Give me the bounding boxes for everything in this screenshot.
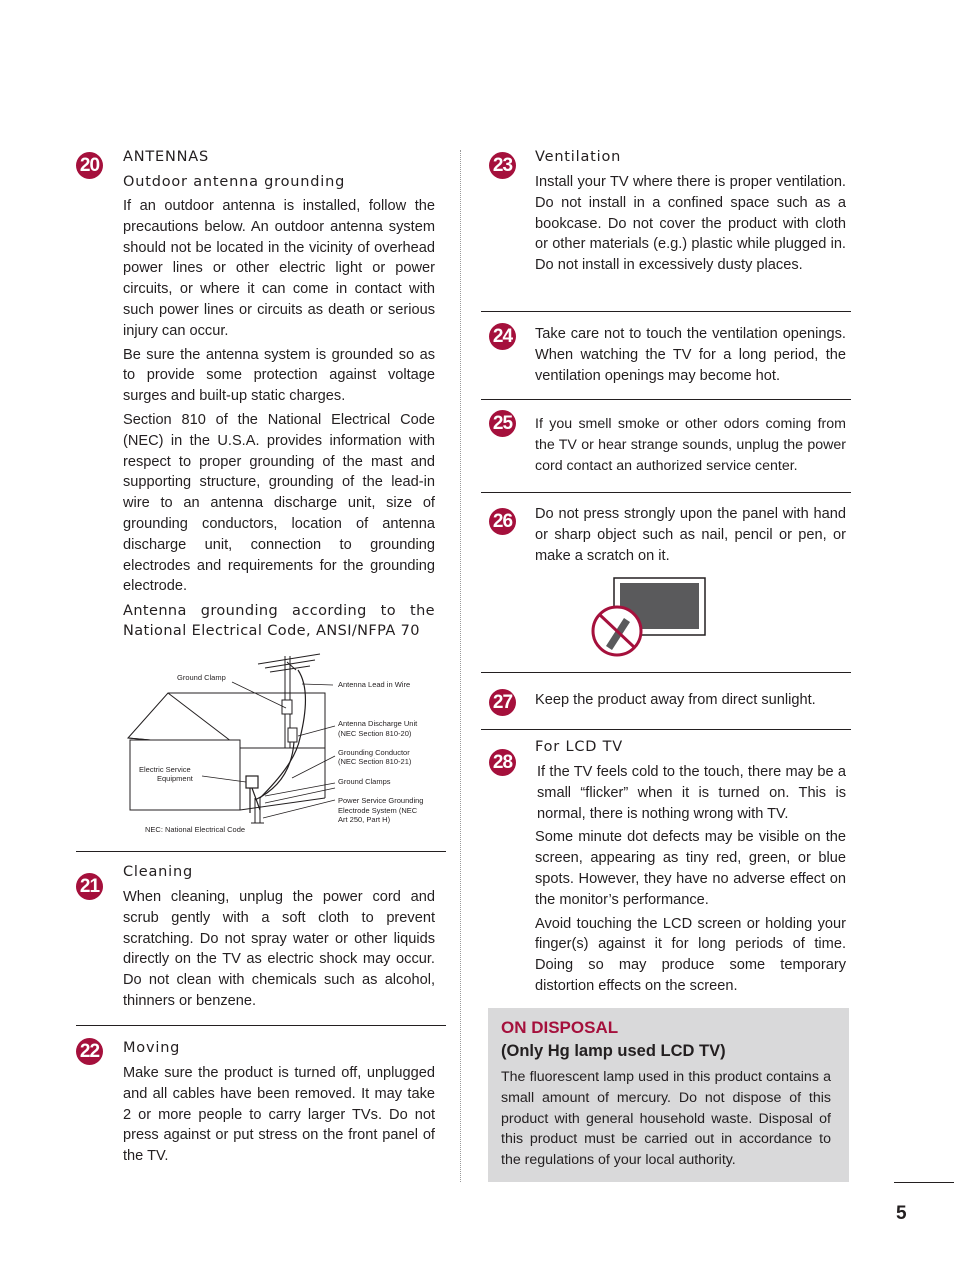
label-nec: NEC: National Electrical Code xyxy=(145,825,246,834)
lcd-tv-paragraph-3: Avoid touching the LCD screen or holding your finger(s) against it for long periods of time. Doing so may produce some temporary distortion effects on the screen. xyxy=(535,915,846,994)
antennas-paragraph-1: If an outdoor antenna is installed, follow the precautions below. An outdoor antenna system should not be located in the vicinity of overhead power lines or other electric light or power circuits, or where it can come in contact with such power lines or circuits as death or serious injury can occur. xyxy=(123,198,435,339)
ventilation-body: Install your TV where there is proper ventilation. Do not install in a confined space such as a bookcase. Do not cover the product with cloth or other materials (e.g.) plastic while plugged in. Do not install in excessively dusty places. xyxy=(535,174,846,274)
no-sharp-object-illustration xyxy=(588,574,710,658)
nec-heading-line-2: National Electrical Code, ANSI/NFPA 70 xyxy=(123,623,420,639)
column-divider xyxy=(460,150,461,1182)
label-antenna-lead: Antenna Lead in Wire xyxy=(338,680,411,689)
section-number-23: 23 xyxy=(489,152,516,179)
moving-body: Make sure the product is turned off, unplugged and all cables have been removed. It may take 2 or more people to carry larger TVs. Do not press against or put stress on the front panel of the TV. xyxy=(123,1065,435,1165)
label-grounding-conductor-2: (NEC Section 810-21) xyxy=(338,757,412,766)
page-number-rule xyxy=(894,1182,954,1183)
section-number-27: 27 xyxy=(489,689,516,716)
label-discharge-unit-2: (NEC Section 810-20) xyxy=(338,729,412,738)
section-number-25: 25 xyxy=(489,410,516,437)
cleaning-body: When cleaning, unplug the power cord and scrub gently with a soft cloth to prevent scratching. Do not spray water or other liquids directly on the TV as electric shock may occur. Do not clean with chemicals such as alcohol, thinners or benzene. xyxy=(123,889,435,1009)
section-number-26: 26 xyxy=(489,508,516,535)
label-power-service-1: Power Service Grounding xyxy=(338,796,424,805)
label-discharge-unit-1: Antenna Discharge Unit xyxy=(338,719,418,728)
antennas-body xyxy=(123,196,435,600)
label-power-service-3: Art 250, Part H) xyxy=(338,815,391,824)
rule-after-24 xyxy=(481,399,851,400)
label-power-service-2: Electrode System (NEC xyxy=(338,806,418,815)
ventilation-heat-body: Take care not to touch the ventilation openings. When watching the TV for a long period, the ventilation openings may become hot. xyxy=(535,326,846,384)
lcd-tv-paragraph-2: Some minute dot defects may be visible on the screen, appearing as tiny red, green, or blue spots. However, they have no adverse effect on the monitor’s performance. xyxy=(535,829,846,908)
rule-after-27 xyxy=(481,729,851,730)
section-title-antennas: ANTENNAS xyxy=(123,149,210,165)
section-title-moving: Moving xyxy=(123,1040,181,1056)
section-number-24: 24 xyxy=(489,323,516,350)
section-title-cleaning: Cleaning xyxy=(123,864,193,880)
smoke-body: If you smell smoke or other odors coming from the TV or hear strange sounds, unplug the power cord contact an authorized service center. xyxy=(535,416,846,474)
lcd-tv-paragraph-1: If the TV feels cold to the touch, there may be a small “flicker” when it is turned on. This is normal, there is nothing wrong with TV. xyxy=(537,764,846,822)
disposal-title: ON DISPOSAL xyxy=(501,1018,619,1037)
disposal-subtitle: (Only Hg lamp used LCD TV) xyxy=(501,1042,726,1060)
panel-pressure-body: Do not press strongly upon the panel with hand or sharp object such as nail, pencil or pen, or make a scratch on it. xyxy=(535,506,846,564)
section-title-lcd-tv: For LCD TV xyxy=(535,739,624,755)
disposal-text: The fluorescent lamp used in this product contains a small amount of mercury. Do not dispose of this product with general household waste. Disposal of this product must be carried out in accordance to the regulations of your local authority. xyxy=(501,1069,831,1169)
section-number-21: 21 xyxy=(76,873,103,900)
section-title-ventilation: Ventilation xyxy=(535,149,622,165)
rule-after-ventilation xyxy=(481,311,851,312)
label-electric-service-1: Electric Service xyxy=(139,765,191,774)
prohibition-icon xyxy=(593,607,641,655)
section-subtitle-outdoor-antenna: Outdoor antenna grounding xyxy=(123,174,346,190)
rule-after-26 xyxy=(481,672,851,673)
nec-heading-line-1: Antenna grounding according to the xyxy=(123,603,435,619)
page-number: 5 xyxy=(896,1203,907,1224)
disposal-box xyxy=(488,1008,849,1182)
label-grounding-conductor-1: Grounding Conductor xyxy=(338,748,410,757)
antennas-paragraph-3: Section 810 of the National Electrical Code (NEC) in the U.S.A. provides information with respect to proper grounding of the mast and supporting structure, grounding of the lead-in wire to an antenna discharge unit, size of grounding conductors, location of antenna discharge unit, connection to grounding electrodes and requirements for the grounding electrode. xyxy=(123,411,435,595)
sunlight-body: Keep the product away from direct sunlight. xyxy=(535,692,816,708)
lcd-tv-body xyxy=(535,762,846,1000)
rule-after-cleaning xyxy=(76,1025,446,1026)
rule-after-antennas xyxy=(76,851,446,852)
rule-after-25 xyxy=(481,492,851,493)
section-number-22: 22 xyxy=(76,1038,103,1065)
antenna-grounding-diagram xyxy=(120,648,445,843)
label-ground-clamps: Ground Clamps xyxy=(338,777,391,786)
label-ground-clamp: Ground Clamp xyxy=(177,673,226,682)
label-electric-service-2: Equipment xyxy=(157,774,193,783)
section-number-20: 20 xyxy=(76,152,103,179)
antennas-paragraph-2: Be sure the antenna system is grounded so as to provide some protection against voltage surges and built-up static charges. xyxy=(123,346,435,405)
section-number-28: 28 xyxy=(489,749,516,776)
